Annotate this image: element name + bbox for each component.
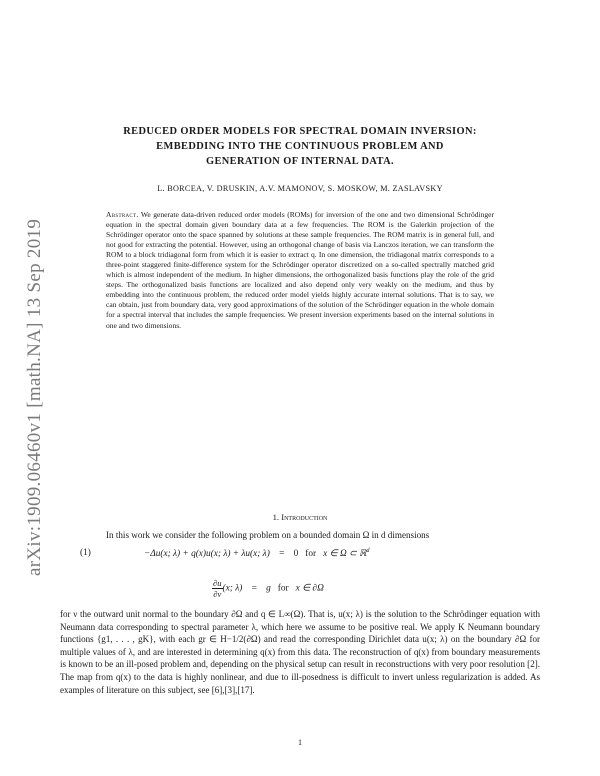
- paper-title: [60, 124, 540, 169]
- equation-lhs: (x; λ): [222, 583, 243, 594]
- intro-sentence: In this work we consider the following problem on a bounded domain Ω in d dimensions: [106, 530, 430, 540]
- equation-for: for: [277, 583, 289, 594]
- arxiv-identifier: arXiv:1909.06460v1 [math.NA] 13 Sep 2019: [24, 218, 45, 576]
- author-list: L. BORCEA, V. DRUSKIN, A.V. MAMONOV, S. MOSKOW, M. ZASLAVSKY: [157, 184, 443, 193]
- equation-relation: =: [251, 583, 257, 594]
- title-line: REDUCED ORDER MODELS FOR SPECTRAL DOMAIN INVERSION:: [123, 126, 477, 137]
- equation-condition: x ∈ Ω ⊂ ℝ: [323, 549, 367, 560]
- abstract-label: Abstract.: [106, 210, 139, 219]
- equation-relation: =: [279, 549, 285, 560]
- equation-fraction: [212, 578, 223, 599]
- equation-for: for: [305, 549, 317, 560]
- abstract: [106, 210, 494, 331]
- fraction-numerator: ∂u: [213, 578, 222, 588]
- equation-rhs: 0: [293, 549, 299, 560]
- section-number: 1.: [272, 512, 280, 522]
- equation-block: [60, 546, 540, 606]
- equation-superscript: d: [366, 548, 370, 554]
- equation-rhs: g: [266, 583, 271, 594]
- page-number: 1: [298, 738, 302, 747]
- equation-number: (1): [80, 548, 91, 558]
- equation-row-2: [212, 578, 324, 599]
- title-line: EMBEDDING INTO THE CONTINUOUS PROBLEM AND: [156, 141, 444, 152]
- equation-condition: x ∈ ∂Ω: [295, 583, 324, 594]
- equation-row-1: [144, 548, 370, 559]
- abstract-text: We generate data-driven reduced order models (ROMs) for inversion of the one and two dimensional Schrödinger equation in the spectral domain given boundary data at a few frequencies. The ROM is the Galerkin projection of the Schrödinger operator onto the space spanned by solutions at these sample frequencies. The ROM matrix is in general full, and not good for extracting the potential. However, using an orthogonal change of basis via Lanczos iteration, we can transform the ROM to a block tridiagonal form from which it is easier to extract q. In one dimension, the tridiagonal matrix corresponds to a three-point staggered finite-difference system for the Schrödinger operator discretized on a so-called spectrally matched grid which is almost independent of the medium. In higher dimensions, the orthogonalized basis functions play the role of the grid steps. The orthogonalized basis functions are localized and also depend only very weakly on the medium, and thus by embedding into the continuous problem, the reduced order model yields highly accurate internal solutions. That is to say, we can obtain, just from boundary data, very good approximations of the solution of the Schrödinger equation in the whole domain for a spectral interval that includes the sample frequencies. We present inversion experiments based on the internal solutions in one and two dimensions.: [106, 210, 494, 330]
- equation-lhs: −Δu(x; λ) + q(x)u(x; λ) + λu(x; λ): [144, 549, 270, 560]
- fraction-denominator: ∂ν: [213, 589, 222, 599]
- arxiv-stamp: [8, 196, 45, 576]
- body-paragraph: for ν the outward unit normal to the boundary ∂Ω and q ∈ L∞(Ω). That is, u(x; λ) is the solution to the Schrödinger equation with Neumann data corresponding to spectral parameter λ, which here we assume to be positive real. We apply K Neumann boundary functions {g1, . . . , gK}, with each gr ∈ H−1/2(∂Ω) and read the corresponding Dirichlet data u(x; λ) on the boundary ∂Ω for multiple values of λ, and are interested in determining q(x) from this data. The reconstruction of q(x) from boundary measurements is known to be an ill-posed problem and, depending on the physical setup can result in reconstructions with very poor resolution [2]. The map from q(x) to the data is highly nonlinear, and due to ill-posedness is difficult to invert unless regularization is added. As examples of literature on this subject, see [6],[3],[17].: [60, 609, 540, 695]
- section-heading: [60, 512, 540, 522]
- section-title: Introduction: [281, 512, 328, 522]
- title-line: GENERATION OF INTERNAL DATA.: [205, 156, 395, 167]
